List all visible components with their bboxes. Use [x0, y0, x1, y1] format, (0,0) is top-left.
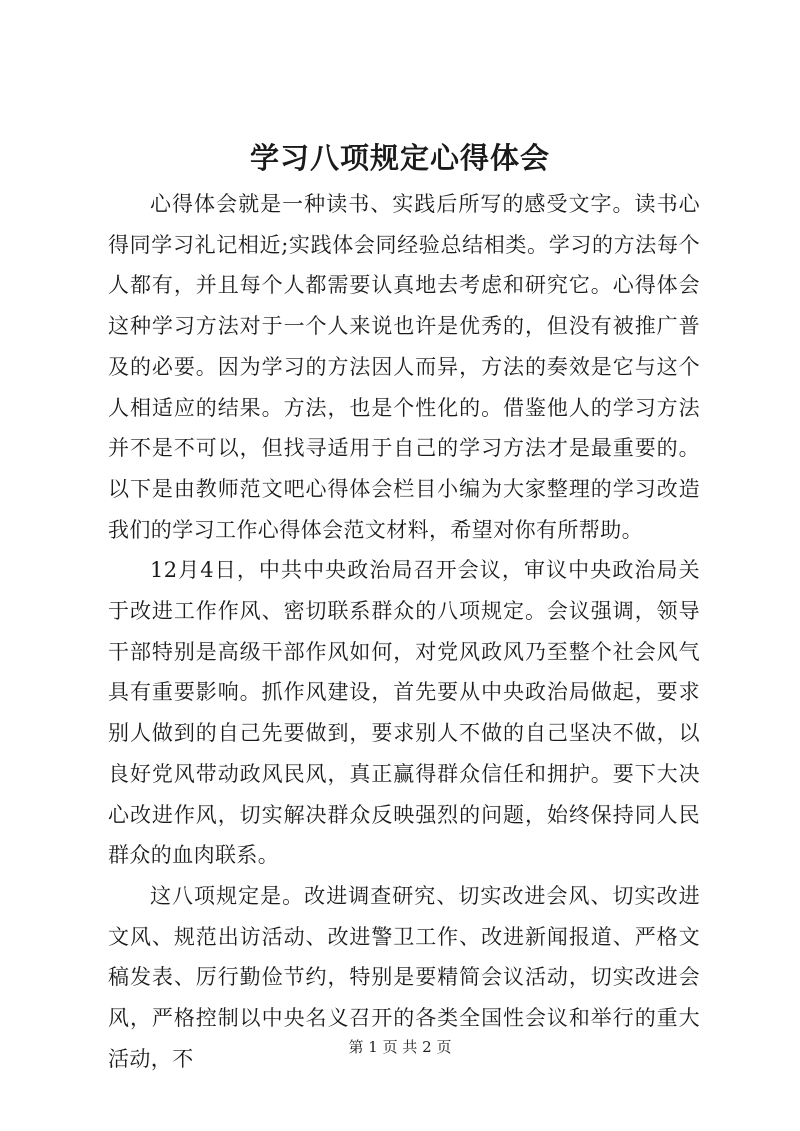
document-title: 学习八项规定心得体会	[249, 141, 550, 175]
body-paragraph: 12月4日，中共中央政治局召开会议，审议中央政治局关于改进工作作风、密切联系群众的八项规定。会议强调，领导干部特别是高级干部作风如何，对党风政风乃至整个社会风气具有重要影响。抓作风建设，首先要从中央政治局做起，要求别人做到的自己先要做到，要求别人不做的自己坚决不做，以良好党风带动政风民风，真正赢得群众信任和拥护。要下大决心改进作风，切实解决群众反映强烈的问题，始终保持同人民群众的血肉联系。	[108, 558, 700, 868]
page-footer: 第 1 页 共 2 页	[348, 1038, 452, 1056]
body-paragraph: 心得体会就是一种读书、实践后所写的感受文字。读书心得同学习礼记相近;实践体会同经验总结相类。学习的方法每个人都有，并且每个人都需要认真地去考虑和研究它。心得体会这种学习方法对于一个人来说也许是优秀的，但没有被推广普及的必要。因为学习的方法因人而异，方法的奏效是它与这个人相适应的结果。方法，也是个性化的。借鉴他人的学习方法并不是不可以，但找寻适用于自己的学习方法才是最重要的。以下是由教师范文吧心得体会栏目小编为大家整理的学习改造我们的学习工作心得体会范文材料，希望对你有所帮助。	[108, 192, 700, 542]
body-paragraph: 这八项规定是。改进调查研究、切实改进会风、切实改进文风、规范出访活动、改进警卫工作、改进新闻报道、严格文稿发表、厉行勤俭节约，特别是要精简会议活动，切实改进会风，严格控制以中央名义召开的各类全国性会议和举行的重大活动，不	[108, 883, 700, 1071]
document-body	[108, 184, 700, 1079]
